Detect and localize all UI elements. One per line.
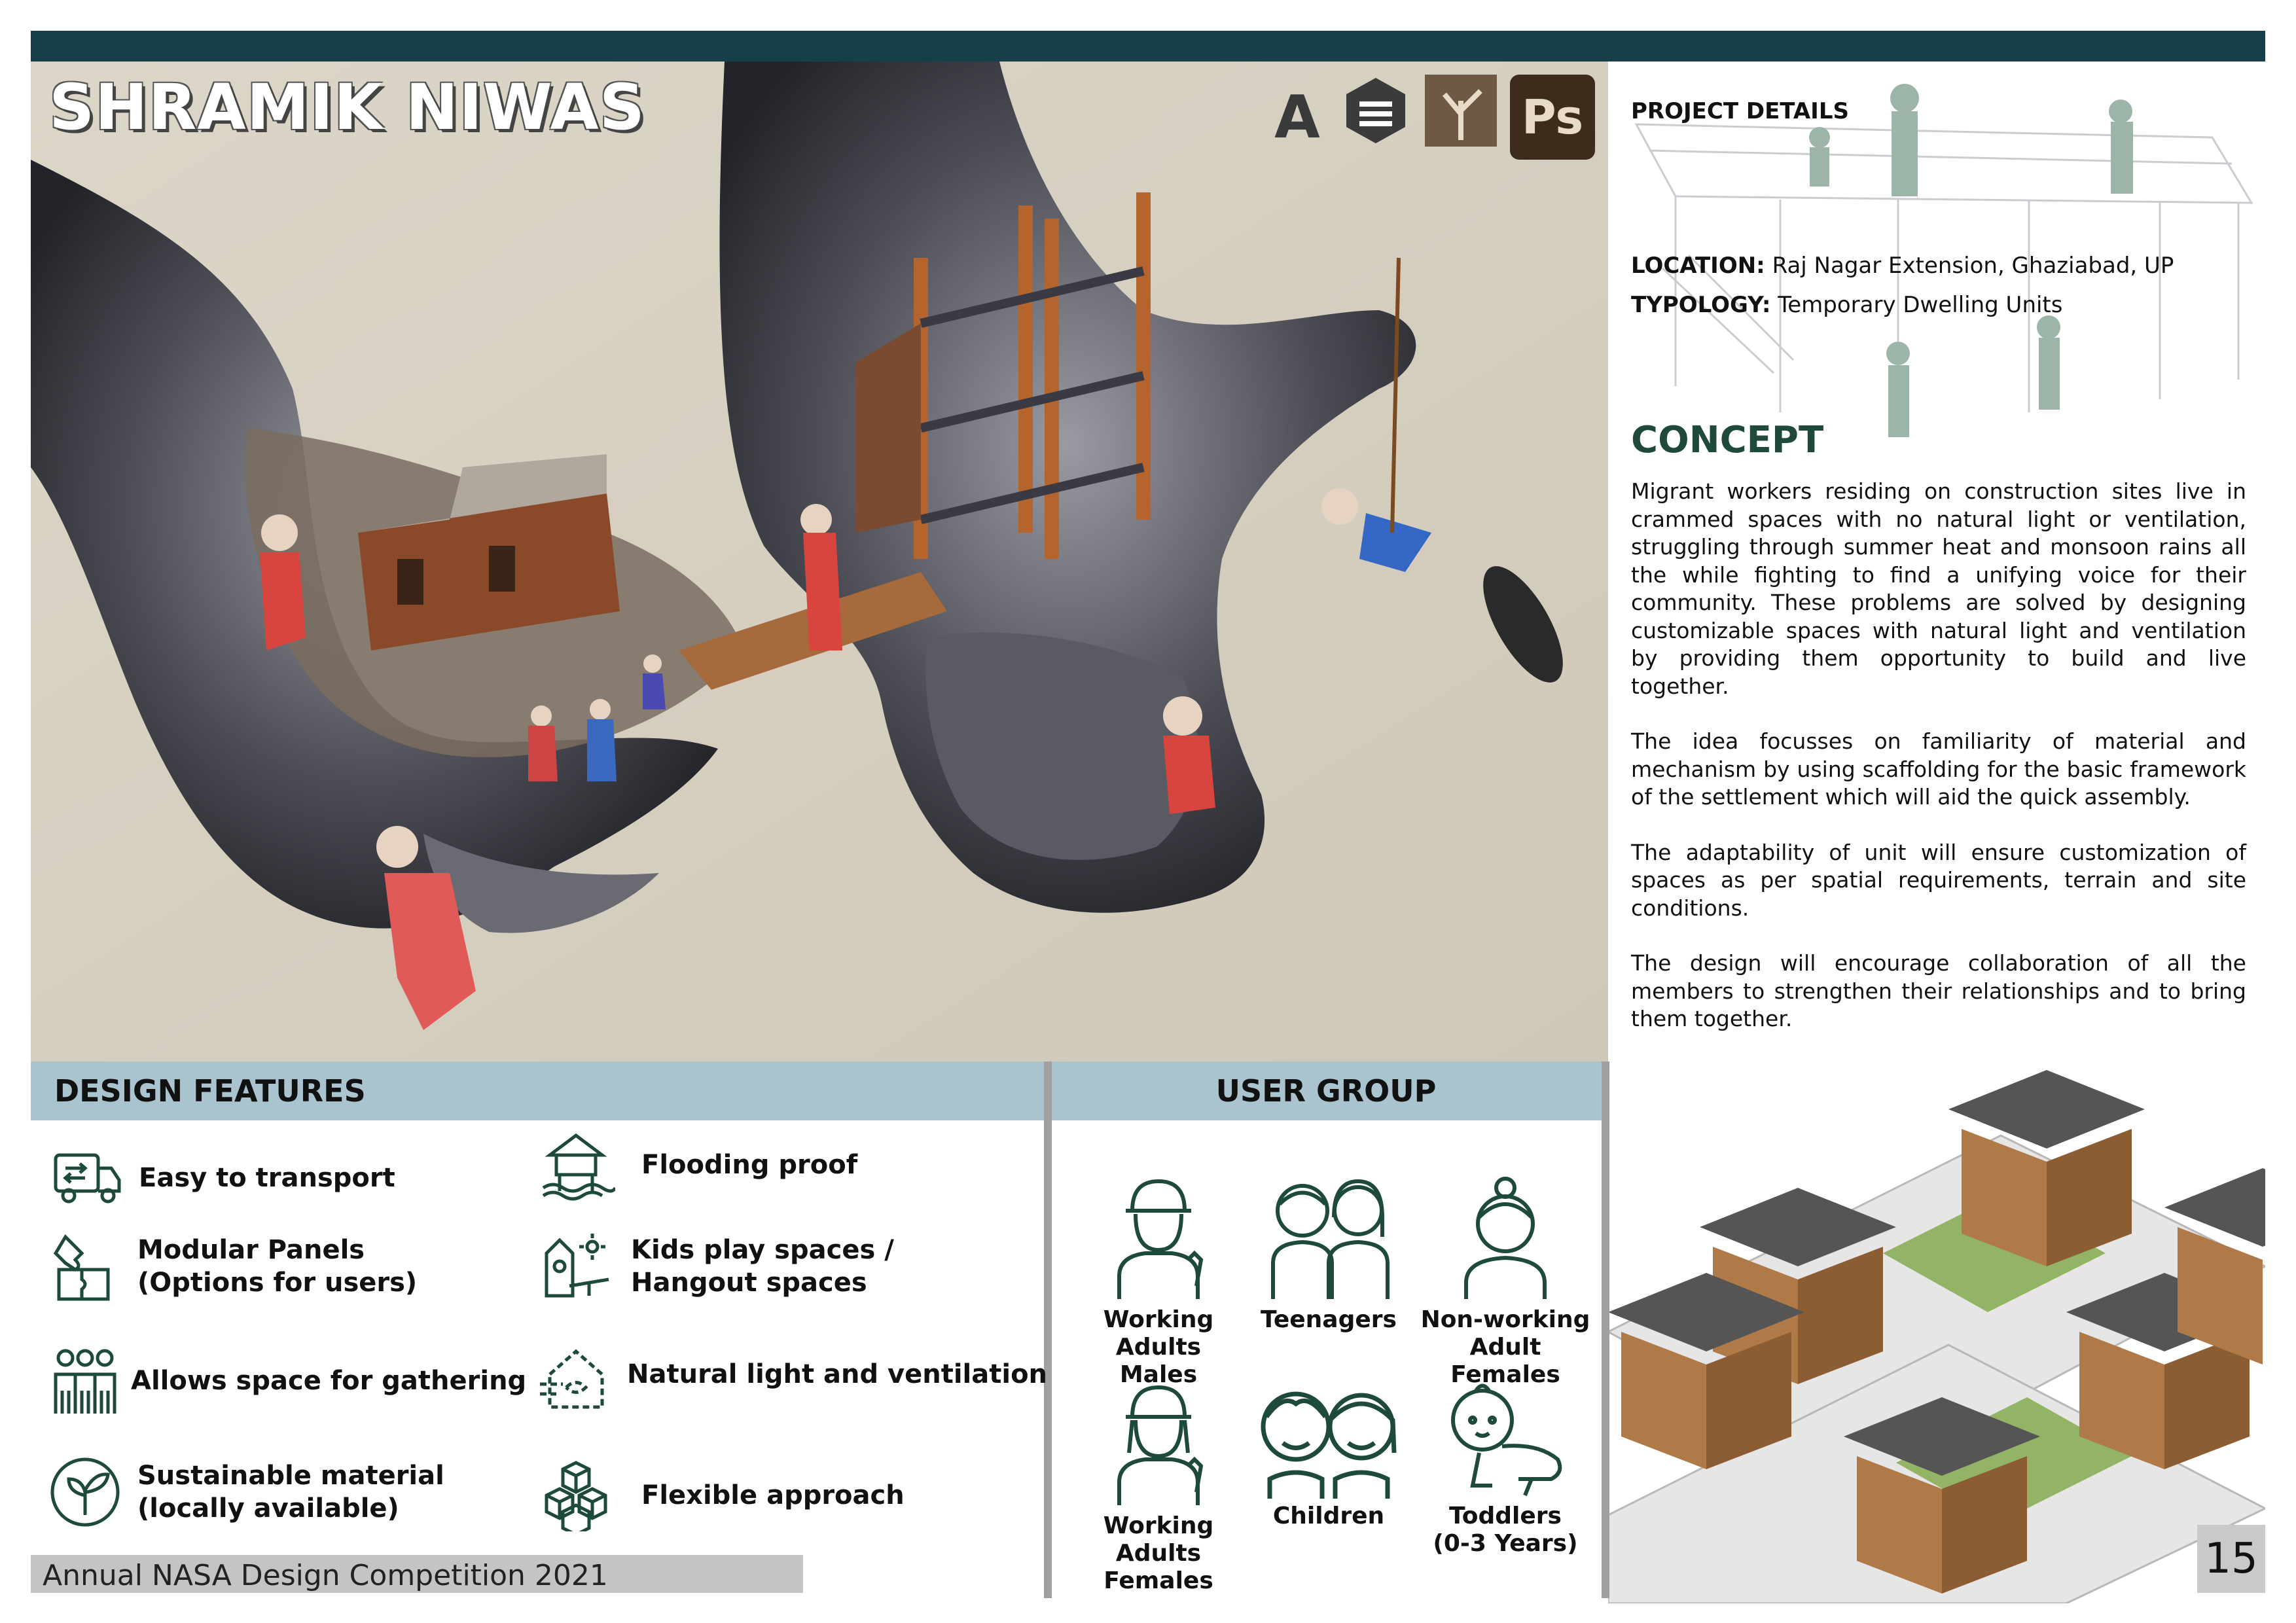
autocad-icon: A xyxy=(1274,82,1320,152)
user-group-label: Working Adults Males xyxy=(1103,1306,1214,1388)
divider xyxy=(1044,1061,1052,1598)
user-group-label: Teenagers xyxy=(1261,1306,1397,1333)
location-line xyxy=(1631,253,2174,279)
feature-label: Kids play spaces / Hangout spaces xyxy=(631,1235,894,1298)
divider xyxy=(1602,1061,1609,1598)
stilt-house-icon xyxy=(537,1129,615,1201)
feature-label: Allows space for gathering xyxy=(131,1366,527,1396)
design-features-header xyxy=(31,1061,1044,1120)
truck-icon xyxy=(46,1142,124,1214)
user-group-item xyxy=(1244,1381,1414,1530)
user-group-label: Toddlers (0-3 Years) xyxy=(1433,1503,1578,1557)
feature-item xyxy=(537,1459,905,1531)
teenagers-icon xyxy=(1263,1171,1394,1302)
children-icon xyxy=(1257,1381,1401,1499)
page-number: 15 xyxy=(2197,1525,2265,1593)
feature-item xyxy=(46,1456,444,1528)
feature-item xyxy=(537,1338,1047,1410)
user-group-item xyxy=(1420,1171,1590,1389)
top-bar xyxy=(31,31,2265,62)
cubes-icon xyxy=(537,1459,615,1531)
footer-text: Annual NASA Design Competition 2021 xyxy=(43,1559,608,1592)
sketchup-icon xyxy=(1340,75,1425,160)
playground-icon xyxy=(537,1230,615,1302)
concept-paragraph: The adaptability of unit will ensure customization of spaces as per spatial requirements, terrain and site conditions. xyxy=(1631,839,2246,921)
feature-label: Flooding proof xyxy=(641,1150,858,1180)
feature-label: Sustainable material (locally available) xyxy=(137,1461,444,1524)
user-group-label: Working Adults Females xyxy=(1103,1512,1214,1594)
house-airflow-icon xyxy=(537,1338,615,1410)
concept-paragraph: The idea focusses on familiarity of material and mechanism by using scaffolding for the basic framework of the settlement which will aid the quick assembly. xyxy=(1631,728,2246,810)
hero-illustration xyxy=(31,62,1608,1061)
design-features-heading: DESIGN FEATURES xyxy=(54,1073,366,1109)
user-group-item xyxy=(1420,1381,1590,1558)
hands-drawing xyxy=(31,62,1608,1061)
feature-item xyxy=(537,1129,857,1201)
female-worker-icon xyxy=(1106,1378,1211,1508)
woman-icon xyxy=(1453,1171,1558,1302)
male-worker-icon xyxy=(1106,1171,1211,1302)
group-icon xyxy=(46,1345,124,1417)
feature-item xyxy=(46,1345,526,1417)
page-title: SHRAMIK NIWAS xyxy=(49,71,645,144)
user-group-item xyxy=(1073,1171,1244,1389)
user-group-label: Children xyxy=(1272,1503,1385,1529)
concept-text xyxy=(1631,478,2246,1061)
feature-label: Easy to transport xyxy=(139,1163,395,1193)
user-group-item xyxy=(1073,1378,1244,1595)
typology-value: Temporary Dwelling Units xyxy=(1778,292,2063,318)
user-group-header xyxy=(1050,1061,1602,1120)
isometric-render xyxy=(1608,1057,2265,1603)
typology-label: TYPOLOGY: xyxy=(1631,292,1771,318)
feature-item xyxy=(46,1142,395,1214)
concept-paragraph: The design will encourage collaboration of all the members to strengthen their relationships and to bring them together. xyxy=(1631,950,2246,1031)
location-value: Raj Nagar Extension, Ghaziabad, UP xyxy=(1772,253,2174,279)
feature-item xyxy=(537,1230,894,1302)
user-group-item xyxy=(1244,1171,1414,1334)
concept-heading: CONCEPT xyxy=(1631,419,1824,461)
footer-bar xyxy=(31,1555,803,1593)
concept-paragraph: Migrant workers residing on construction sites live in crammed spaces with no natural light or ventilation, struggling through summer heat and monsoon rains all the while fighting to find a unifying voice for their community. These problems are solved by designing customizable spaces with natural light and ventilation by providing them opportunity to build and live together. xyxy=(1631,478,2246,699)
leaf-icon xyxy=(46,1456,124,1528)
photoshop-icon: Ps xyxy=(1510,75,1595,160)
location-label: LOCATION: xyxy=(1631,253,1765,279)
feature-item xyxy=(46,1230,417,1302)
feature-label: Natural light and ventilation xyxy=(627,1359,1048,1389)
user-group-label: Non-working Adult Females xyxy=(1420,1306,1590,1388)
toddler-icon xyxy=(1440,1381,1571,1499)
lumion-icon xyxy=(1425,75,1510,160)
project-details-heading: PROJECT DETAILS xyxy=(1631,98,1849,124)
feature-label: Modular Panels (Options for users) xyxy=(137,1235,418,1298)
user-group-heading: USER GROUP xyxy=(1215,1073,1437,1109)
feature-label: Flexible approach xyxy=(641,1480,905,1510)
puzzle-icon xyxy=(46,1230,124,1302)
typology-line xyxy=(1631,292,2062,318)
